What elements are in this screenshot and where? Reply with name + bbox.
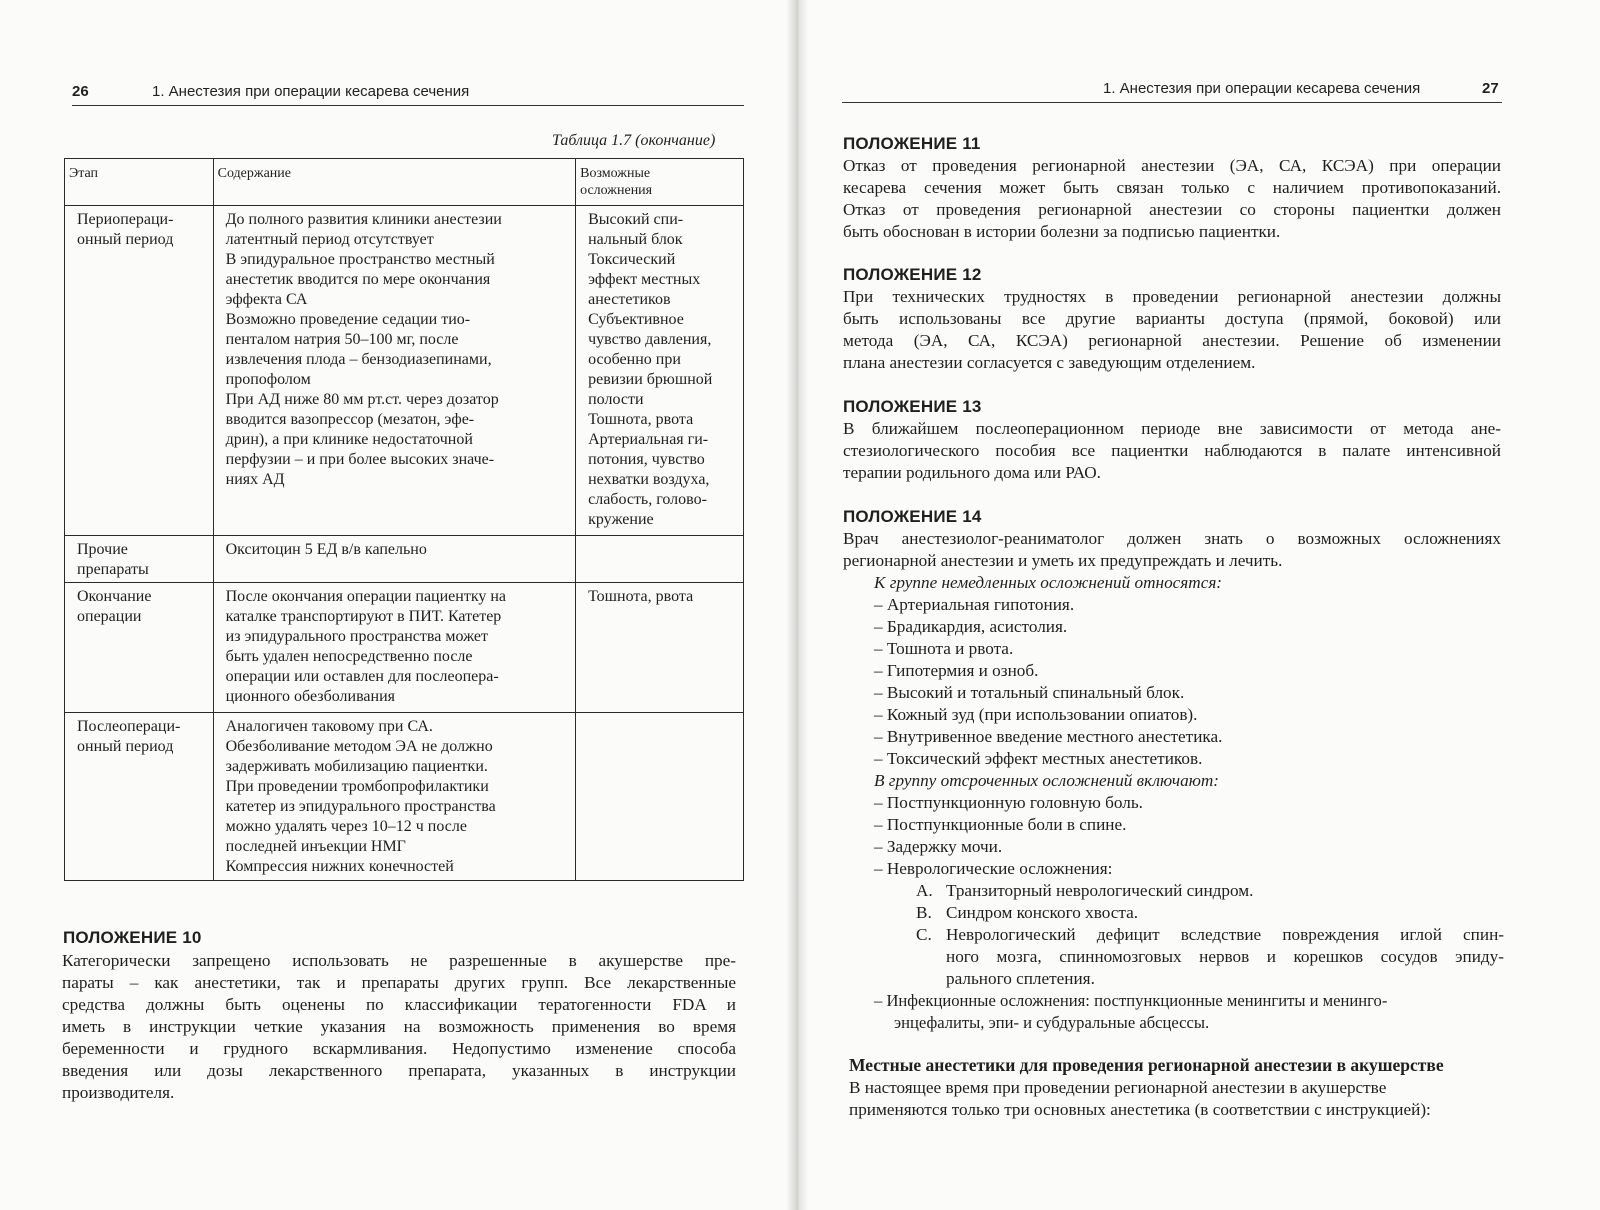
text-line: слабость, голово-	[588, 491, 707, 508]
text-line: осложнения	[580, 183, 653, 198]
text-line: Врач анестезиолог-реаниматолог должен знать о возможных осложнениях	[843, 529, 1501, 548]
text-line: вводится вазопрессор (мезатон, эфе-	[225, 411, 475, 428]
text-line: При проведении тромбопрофилактики	[225, 778, 489, 795]
list-item: – Артериальная гипотония.	[874, 595, 1075, 614]
book-gutter	[786, 0, 808, 1210]
table-1-7	[64, 158, 744, 881]
text-line: иметь в инструкции четкие указания на возможность применения во время	[62, 1017, 736, 1036]
text-line: препараты	[77, 561, 149, 578]
cell-stage	[65, 206, 214, 536]
table-header-complications	[576, 159, 744, 206]
text-line: Неврологический дефицит вследствие повреждения иглой спин-	[946, 925, 1504, 944]
text-line: Периопераци-	[77, 211, 174, 228]
text-line: ревизии брюшной	[588, 371, 713, 388]
text-line: беременности и грудного вскармливания. Недопустимо изменение способа	[62, 1039, 736, 1058]
text-line: кружение	[588, 511, 654, 528]
text-line: В настоящее время при проведении регионарной анестезии в акушерстве	[849, 1078, 1387, 1097]
text-line: операции или оставлен для послеопера-	[225, 668, 499, 685]
text-line: До полного развития клиники анестезии	[225, 211, 502, 228]
cell-content	[213, 713, 575, 881]
text-line: При АД ниже 80 мм рт.ст. через дозатор	[225, 391, 499, 408]
text-line: рального сплетения.	[946, 969, 1095, 988]
text-line: При технических трудностях в проведении регионарной анестезии должны	[843, 287, 1501, 306]
text-line: ниях АД	[225, 471, 285, 488]
text-line: дрин), а при клинике недостаточной	[225, 431, 473, 448]
text-line: из эпидурального пространства может	[225, 628, 489, 645]
list-item: – Брадикардия, асистолия.	[874, 617, 1068, 636]
text-line: пенталом натрия 50–100 мг, после	[225, 331, 459, 348]
text-line: операции	[77, 608, 142, 625]
cell-content	[213, 583, 575, 713]
running-head-left: 1. Анестезия при операции кесарева сечения	[152, 83, 470, 100]
text-line: Транзиторный неврологический синдром.	[946, 881, 1254, 900]
immediate-complications-title: К группе немедленных осложнений относятся:	[874, 573, 1223, 592]
delayed-complications-list	[874, 792, 1143, 880]
text-line: – Инфекционные осложнения: постпункционные менингиты и менинго-	[874, 991, 1388, 1010]
table-header-content	[213, 159, 575, 206]
text-line: перфузии – и при более высоких значе-	[225, 451, 495, 468]
local-anesthetics-text	[849, 1077, 1505, 1121]
item-text	[946, 924, 1504, 990]
text-line: каталке транспортируют в ПИТ. Катетер	[225, 608, 502, 625]
text-line: ционного обезболивания	[225, 688, 395, 705]
table-row	[65, 536, 744, 583]
text-line: анестетиков	[588, 291, 671, 308]
text-line: Категорически запрещено использовать не разрешенные в акушерстве пре-	[62, 951, 736, 970]
lettered-item	[916, 902, 1504, 924]
cell-complications	[576, 206, 744, 536]
text-line: анестетик вводится по мере окончания	[225, 271, 491, 288]
cell-complications	[576, 583, 744, 713]
text-line: Высокий спи-	[588, 211, 684, 228]
text-line: Аналогичен таковому при СА.	[225, 718, 433, 735]
text-line: Отказ от проведения регионарной анестезии со стороны пациентки должен	[843, 200, 1501, 219]
list-item: – Токсический эффект местных анестетиков.	[874, 749, 1203, 768]
text-line: стезиологического пособия все пациентки наблюдаются в палате интенсивной	[843, 441, 1501, 460]
text-line: задерживать мобилизацию пациентки.	[225, 758, 488, 775]
list-item: – Постпункционную головную боль.	[874, 793, 1143, 812]
section-10-heading: ПОЛОЖЕНИЕ 10	[63, 928, 202, 947]
table-caption: Таблица 1.7 (окончание)	[552, 132, 716, 149]
text-line: ного мозга, спинномозговых нервов и корешков сосудов эпиду-	[946, 947, 1504, 966]
text-line: эффект местных	[588, 271, 701, 288]
delayed-complications-title: В группу отсроченных осложнений включают:	[874, 771, 1219, 790]
table-row	[65, 206, 744, 536]
section-12-text	[843, 286, 1501, 374]
item-marker: B.	[916, 903, 932, 922]
text-line: регионарной анестезии и уметь их предупреждать и лечить.	[843, 551, 1283, 570]
header-rule-left	[72, 105, 744, 106]
text-line: метода (ЭА, СА, КСЭА) регионарной анестезии. Решение об изменении	[843, 331, 1501, 350]
cell-stage	[65, 536, 214, 583]
section-12-heading: ПОЛОЖЕНИЕ 12	[843, 265, 982, 284]
lettered-item	[916, 924, 1504, 990]
item-marker: C.	[916, 925, 932, 944]
text-line: можно удалять через 10–12 ч после	[225, 818, 467, 835]
text-line: нехватки воздуха,	[588, 471, 710, 488]
text-line: параты – как анестетики, так и препараты других групп. Все лекарственные	[62, 973, 736, 992]
page-number-left: 26	[72, 83, 89, 100]
header-rule-right	[842, 102, 1502, 103]
text-line: онный период	[77, 738, 174, 755]
section-14-intro	[843, 528, 1501, 572]
text-line: В эпидуральное пространство местный	[225, 251, 495, 268]
list-item: – Тошнота и рвота.	[874, 639, 1014, 658]
text-line: нальный блок	[588, 231, 683, 248]
neurological-subitems	[916, 880, 1504, 990]
infectious-complications	[874, 990, 1504, 1034]
table-row	[65, 583, 744, 713]
text-line: терапии родильного дома или РАО.	[843, 463, 1101, 482]
list-item: – Кожный зуд (при использовании опиатов).	[874, 705, 1198, 724]
text-line: Токсический	[588, 251, 676, 268]
text-line: латентный период отсутствует	[225, 231, 434, 248]
immediate-complications-list	[874, 594, 1222, 770]
section-13-text	[843, 418, 1501, 484]
text-line: Послеопераци-	[77, 718, 181, 735]
text-line: производителя.	[62, 1083, 175, 1102]
text-line: кесарева сечения может быть связан только с наличием противопоказаний.	[843, 178, 1501, 197]
list-item: – Неврологические осложнения:	[874, 859, 1113, 878]
text-line: Этап	[69, 166, 99, 181]
local-anesthetics-heading: Местные анестетики для проведения регионарной анестезии в акушерстве	[849, 1055, 1444, 1075]
cell-stage	[65, 713, 214, 881]
text-line: Возможно проведение седации тио-	[225, 311, 471, 328]
section-11-text	[843, 155, 1501, 243]
text-line: чувство давления,	[588, 331, 712, 348]
text-line: Компрессия нижних конечностей	[225, 858, 454, 875]
text-line: извлечения плода – бензодиазепинами,	[225, 351, 492, 368]
lettered-item	[916, 880, 1504, 902]
text-line: полости	[588, 391, 644, 408]
text-line: введения или дозы лекарственного препарата, указанных в инструкции	[62, 1061, 736, 1080]
section-10-text	[62, 950, 736, 1104]
text-line: Тошнота, рвота	[588, 411, 694, 428]
list-item: – Постпункционные боли в спине.	[874, 815, 1127, 834]
list-item: – Гипотермия и озноб.	[874, 661, 1039, 680]
cell-content	[213, 206, 575, 536]
text-line: Окситоцин 5 ЕД в/в капельно	[225, 541, 427, 558]
item-text	[946, 902, 1504, 924]
item-marker: A.	[916, 881, 933, 900]
text-line: эффекта СА	[225, 291, 308, 308]
table-row	[65, 713, 744, 881]
section-13-heading: ПОЛОЖЕНИЕ 13	[843, 397, 982, 416]
text-line: плана анестезии согласуется с заведующим отделением.	[843, 353, 1256, 372]
item-text	[946, 880, 1504, 902]
running-head-right: 1. Анестезия при операции кесарева сечения	[1103, 80, 1421, 97]
list-item: – Высокий и тотальный спинальный блок.	[874, 683, 1185, 702]
text-line: потония, чувство	[588, 451, 705, 468]
text-line: Субъективное	[588, 311, 684, 328]
text-line: онный период	[77, 231, 174, 248]
text-line: Прочие	[77, 541, 128, 558]
text-line: особенно при	[588, 351, 681, 368]
text-line: Артериальная ги-	[588, 431, 709, 448]
text-line: быть удален непосредственно после	[225, 648, 473, 665]
list-item: – Задержку мочи.	[874, 837, 1003, 856]
text-line: энцефалиты, эпи- и субдуральные абсцессы.	[894, 1013, 1210, 1032]
cell-content	[213, 536, 575, 583]
text-line: пропофолом	[225, 371, 311, 388]
text-line: Возможные	[580, 166, 651, 181]
text-line: После окончания операции пациентку на	[225, 588, 507, 605]
section-14-heading: ПОЛОЖЕНИЕ 14	[843, 507, 982, 526]
table-header-stage	[65, 159, 214, 206]
text-line: Окончание	[77, 588, 152, 605]
text-line: быть использованы все другие варианты доступа (прямой, боковой) или	[843, 309, 1501, 328]
text-line: Тошнота, рвота	[588, 588, 694, 605]
cell-complications	[576, 536, 744, 583]
table-header-row	[65, 159, 744, 206]
cell-stage	[65, 583, 214, 713]
page-number-right: 27	[1482, 80, 1499, 97]
text-line: последней инъекции НМГ	[225, 838, 406, 855]
text-line: быть обоснован в истории болезни за подписью пациентки.	[843, 222, 1281, 241]
cell-complications	[576, 713, 744, 881]
text-line: Обезболивание методом ЭА не должно	[225, 738, 493, 755]
text-line: применяются только три основных анестетика (в соответствии с инструкцией):	[849, 1100, 1431, 1119]
text-line: Содержание	[217, 166, 291, 181]
text-line: катетер из эпидурального пространства	[225, 798, 496, 815]
text-line: Синдром конского хвоста.	[946, 903, 1139, 922]
list-item: – Внутривенное введение местного анестетика.	[874, 727, 1223, 746]
text-line: средства должны быть оценены по классификации тератогенности FDA и	[62, 995, 736, 1014]
text-line: В ближайшем послеоперационном периоде вне зависимости от метода ане-	[843, 419, 1501, 438]
text-line: Отказ от проведения регионарной анестезии (ЭА, СА, КСЭА) при операции	[843, 156, 1501, 175]
section-11-heading: ПОЛОЖЕНИЕ 11	[843, 134, 981, 153]
